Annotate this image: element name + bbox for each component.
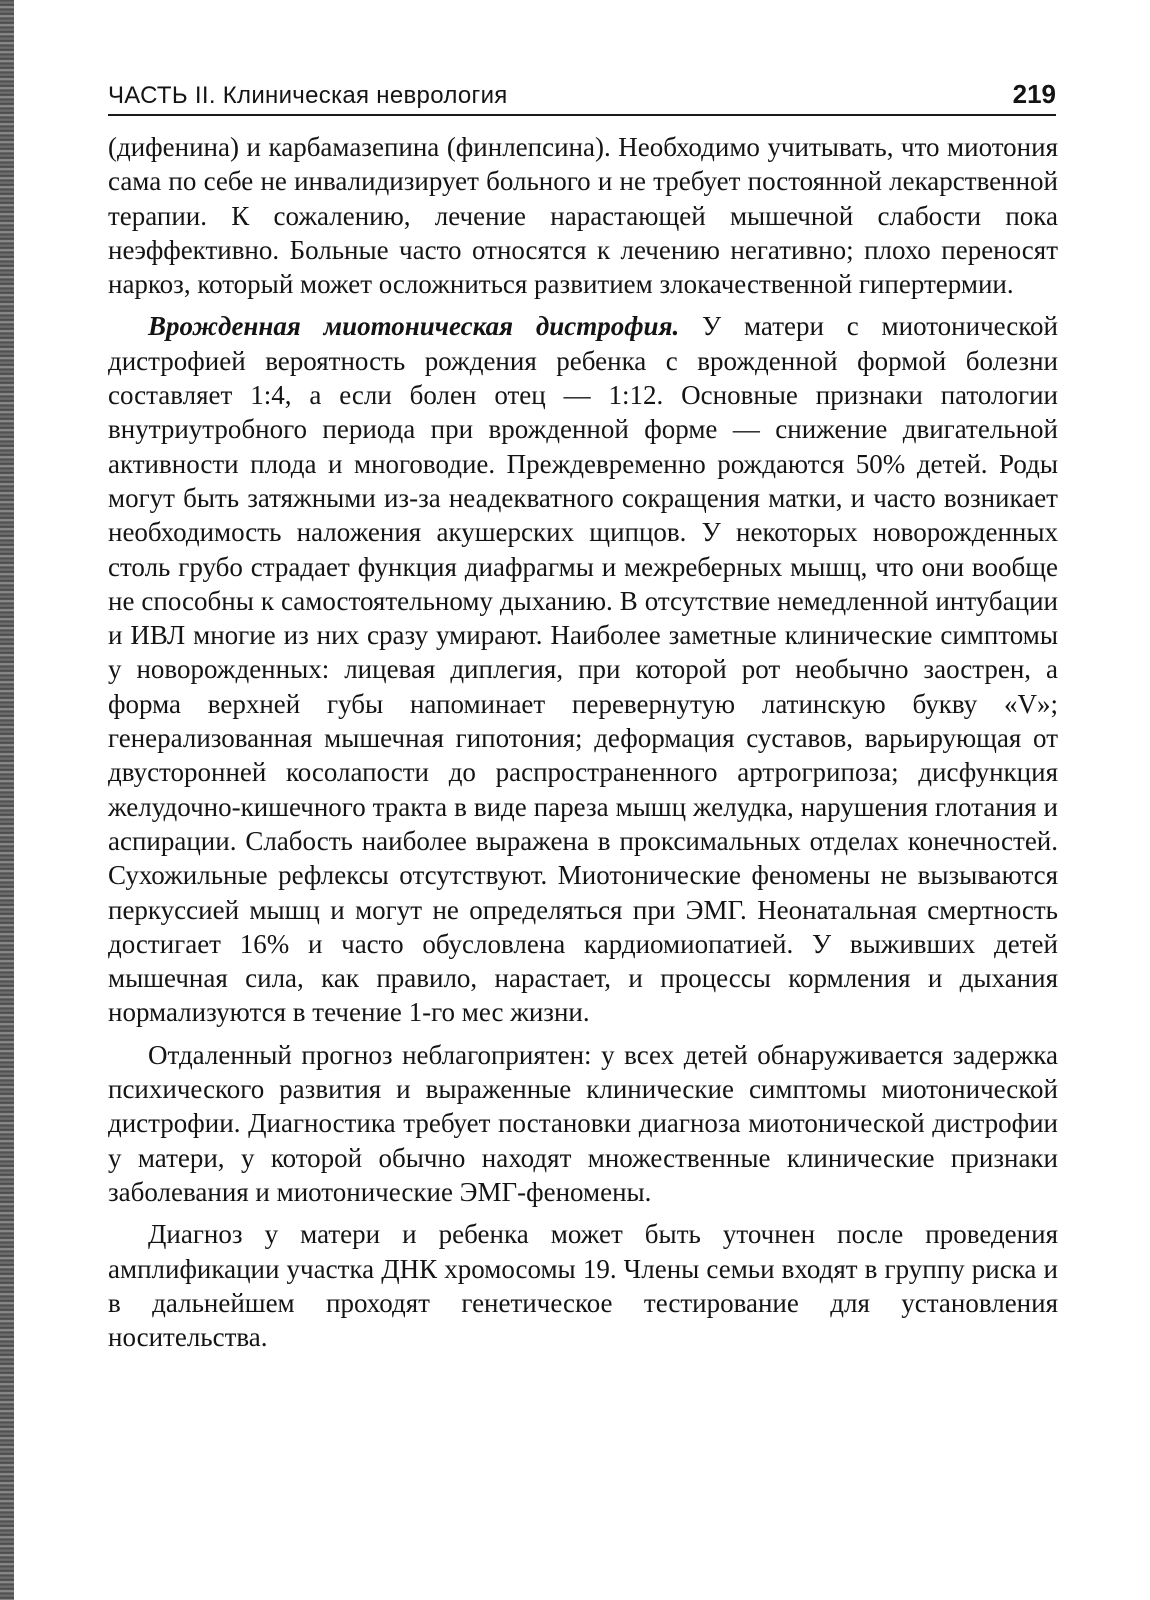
paragraph-2-text: У матери с миотонической дистрофией вероятность рождения ребенка с врожденной формой болезни составляет 1:4, а если болен отец — 1:12. Основные признаки патологии внутриутробного периода при врожденной форме — снижение двигательной активности плода и многоводие. Преждевременно рождаются 50% детей. Роды могут быть затяжными из-за неадекватного сокращения матки, и часто возникает необходимость наложения акушерских щипцов. У некоторых новорожденных столь грубо страдает функция диафрагмы и межреберных мышц, что они вообще не способны к самостоятельному дыханию. В отсутствие немедленной интубации и ИВЛ многие из них сразу умирают. Наиболее заметные клинические симптомы у новорожденных: лицевая диплегия, при которой рот необычно заострен, а форма верхней губы напоминает перевернутую латинскую букву «V»; генерализованная мышечная гипотония; деформация суставов, варьирующая от двусторонней косолапости до распространенного артрогрипоза; дисфункция желудочно-кишечного тракта в виде пареза мышц желудка, нарушения глотания и аспирации. Слабость наиболее выражена в проксимальных отделах конечностей. Сухожильные рефлексы отсутствуют. Миотонические феномены не вызываются перкуссией мышц и могут не определяться при ЭМГ. Неонатальная смертность достигает 16% и часто обусловлена кардиомиопатией. У выживших детей мышечная сила, как правило, нарастает, и процессы кормления и дыхания нормализуются в течение 1-го мес жизни.: [108, 311, 1058, 1028]
paragraph-2: [108, 309, 1058, 1029]
paragraph-1: [108, 130, 1058, 301]
paragraph-4: [108, 1217, 1058, 1354]
section-run-in-heading: Врожденная миотоническая дистрофия.: [148, 311, 680, 342]
page-number: 219: [1012, 79, 1056, 109]
running-header: [108, 78, 1056, 116]
paragraph-3: [108, 1038, 1058, 1209]
page-body: [108, 130, 1058, 1354]
scan-edge-artifact: [0, 0, 14, 1600]
running-head-title: ЧАСТЬ II. Клиническая неврология: [108, 82, 508, 109]
paragraph-3-text: Отдаленный прогноз неблагоприятен: у всех детей обнаруживается задержка психического развития и выраженные клинические симптомы миотонической дистрофии. Диагностика требует постановки диагноза миотонической дистрофии у матери, у которой обычно находят множественные клинические признаки заболевания и миотонические ЭМГ-феномены.: [108, 1039, 1058, 1207]
paragraph-4-text: Диагноз у матери и ребенка может быть уточнен после проведения амплификации участка ДНК хромосомы 19. Члены семьи входят в группу риска и в дальнейшем проходят генетическое тестирование для установления носительства.: [108, 1219, 1058, 1353]
paragraph-1-text: (дифенина) и карбамазепина (финлепсина). Необходимо учитывать, что миотония сама по себе не инвалидизирует больного и не требует постоянной лекарственной терапии. К сожалению, лечение нарастающей мышечной слабости пока неэффективно. Больные часто относятся к лечению негативно; плохо переносят наркоз, который может осложниться развитием злокачественной гипертермии.: [108, 132, 1058, 300]
